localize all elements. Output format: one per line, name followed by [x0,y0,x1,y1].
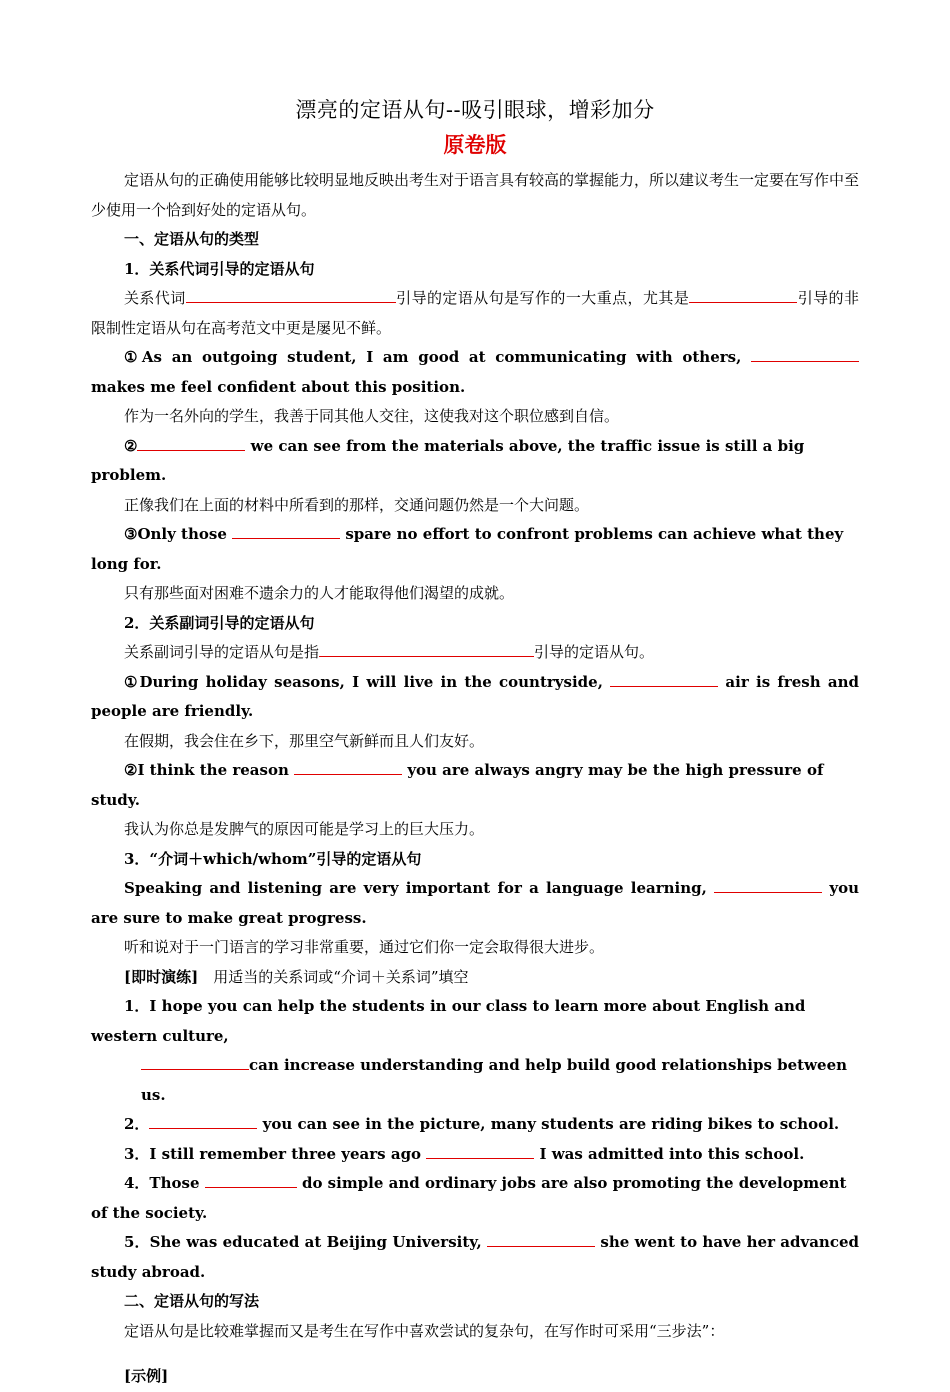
practice-question-4 [91,1169,859,1228]
page-title: 漂亮的定语从句--吸引眼球，增彩加分 [295,98,655,122]
question-text: 5．She was educated at Beijing University, [124,1233,488,1251]
part1-example-2-translation: 正像我们在上面的材料中所看到的那样，交通问题仍然是一个大问题。 [124,495,590,514]
practice-question-5 [91,1228,859,1287]
practice-instruction: 用适当的关系词或“介词＋关系词”填空 [198,967,469,986]
part2-example-2-translation: 我认为你总是发脾气的原因可能是学习上的巨大压力。 [124,820,485,838]
fill-blank[interactable] [610,672,718,687]
part2-example-2 [91,756,859,815]
section2-description: 定语从句是比较难掌握而又是考生在写作中喜欢尝试的复杂句，在写作时可采用“三步法”： [124,1321,725,1340]
fill-blank[interactable] [487,1232,595,1247]
fill-blank[interactable] [319,642,534,657]
part1-example-2 [91,432,859,491]
section2-heading: 二、定语从句的写法 [124,1292,260,1310]
fill-blank[interactable] [294,760,402,775]
intro-paragraph: 定语从句的正确使用能够比较明显地反映出考生对于语言具有较高的掌握能力，所以建议考生一定要在写作中至少使用一个恰到好处的定语从句。 [91,171,860,219]
part2-example-1-translation: 在假期，我会住在乡下，那里空气新鲜而且人们友好。 [124,731,485,750]
fill-blank[interactable] [141,1055,249,1070]
practice-question-3 [91,1140,859,1170]
fill-blank[interactable] [205,1173,297,1188]
question-text: 2． [124,1115,150,1133]
part1-description [91,284,859,343]
example-text: ②I think the reason [124,761,295,779]
question-text: do simple and ordinary jobs are also promoting the development of the society. [91,1174,847,1222]
example-text: ③Only those [124,525,233,543]
part1-heading: 1．关系代词引导的定语从句 [124,259,315,278]
part2-description [91,638,859,668]
question-text: 1．I hope you can help the students in our class to learn more about English and western culture, [91,997,806,1045]
example-text: makes me feel confident about this position. [91,377,466,396]
fill-blank[interactable] [751,347,859,362]
part2-example-1 [91,668,859,727]
example-text: spare no effort to confront problems can achieve what they long for. [91,525,844,573]
fill-blank[interactable] [689,288,797,303]
part1-desc-text-b: 引导的定语从句是写作的一大重点，尤其是 [395,289,690,307]
example-text: ② [124,436,138,455]
practice-question-1 [91,992,859,1051]
page-subtitle: 原卷版 [443,132,507,157]
practice-question-2 [91,1110,859,1140]
part1-example-1 [91,343,859,402]
question-text: she went to have her advanced study abroad. [91,1233,859,1281]
part2-heading: 2．关系副词引导的定语从句 [124,613,315,632]
spacer [91,1346,859,1362]
question-text: 4．Those [124,1174,205,1192]
example-text: we can see from the materials above, the traffic issue is still a big problem. [91,436,805,484]
fill-blank[interactable] [149,1114,257,1129]
practice-label: [即时演练] [124,967,199,986]
example-text: ①During holiday seasons, I will live in the countryside, [124,672,611,691]
example-text: you are always angry may be the high pressure of study. [91,761,824,809]
example-text: you are sure to make great progress. [91,879,859,927]
part1-example-1-translation: 作为一名外向的学生，我善于同其他人交往，这使我对这个职位感到自信。 [124,407,620,425]
fill-blank[interactable] [186,288,396,303]
part1-desc-text-c: 引导的非限制性定语从句在高考范文中更是屡见不鲜。 [91,289,859,337]
practice-heading [91,963,859,993]
part2-desc-text-a: 关系副词引导的定语从句是指 [124,643,320,661]
question-text: can increase understanding and help build good relationships between us. [141,1056,848,1104]
section1-heading: 一、定语从句的类型 [124,230,260,248]
example-text: Speaking and listening are very important for a language learning, [124,879,715,897]
part1-desc-text-a: 关系代词 [124,289,186,307]
example-label: [示例] [124,1367,169,1385]
document-page [91,92,859,1392]
part1-example-3-translation: 只有那些面对困难不遗余力的人才能取得他们渴望的成就。 [124,584,515,602]
fill-blank[interactable] [426,1144,534,1159]
part1-example-3 [91,520,859,579]
fill-blank[interactable] [232,524,340,539]
question-text: you can see in the picture, many students are riding bikes to school. [257,1115,840,1133]
part3-example-1-translation: 听和说对于一门语言的学习非常重要，通过它们你一定会取得很大进步。 [124,938,605,956]
part3-heading: 3．“介词＋which/whom”引导的定语从句 [124,849,422,868]
part3-example-1 [91,874,859,933]
part2-desc-text-b: 引导的定语从句。 [534,643,655,661]
example-text: ①As an outgoing student, I am good at communicating with others, [124,348,751,366]
fill-blank[interactable] [137,436,245,451]
question-text: 3．I still remember three years ago [124,1144,427,1163]
question-text: I was admitted into this school. [534,1144,805,1163]
practice-question-1-continued [91,1051,859,1110]
fill-blank[interactable] [714,878,822,893]
example-text: air is fresh and people are friendly. [91,672,860,720]
